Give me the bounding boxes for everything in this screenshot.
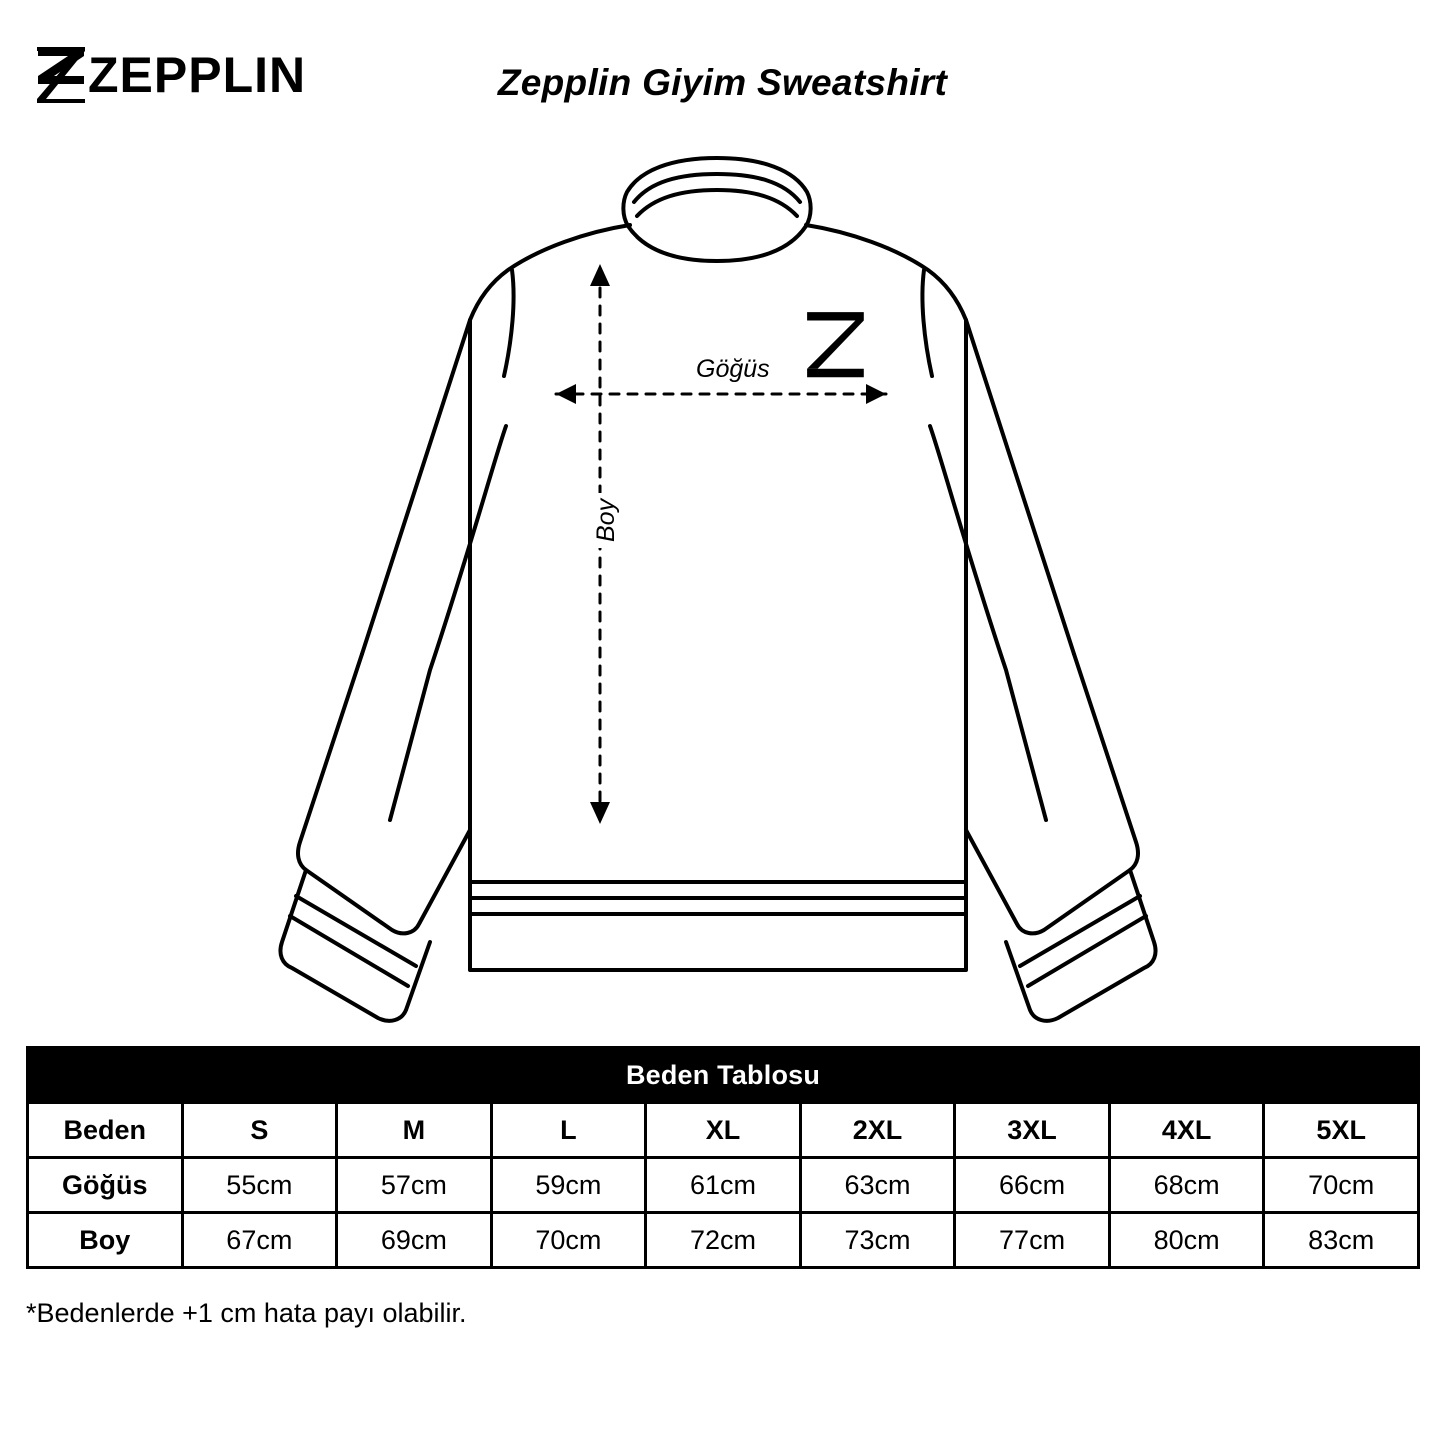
length-value-m: 69cm (337, 1213, 492, 1268)
length-value-l: 70cm (491, 1213, 646, 1268)
footnote: *Bedenlerde +1 cm hata payı olabilir. (26, 1298, 467, 1328)
chest-value-xl: 61cm (646, 1158, 801, 1213)
table-col-header-xl: XL (646, 1103, 801, 1158)
size-table-container (26, 1046, 1420, 1269)
table-row (28, 1213, 1419, 1268)
length-value-4xl: 80cm (1109, 1213, 1264, 1268)
table-title-row (28, 1048, 1419, 1103)
table-row (28, 1158, 1419, 1213)
table-row-header-label: Beden (28, 1103, 183, 1158)
chest-dimension-label: Göğüs (690, 355, 776, 384)
length-value-xl: 72cm (646, 1213, 801, 1268)
sweatshirt-drawing-svg (0, 130, 1445, 1040)
brand-logo-text: ZEPPLIN (88, 47, 307, 103)
table-row-label-length: Boy (28, 1213, 183, 1268)
page-title (0, 62, 1445, 104)
garment-illustration (0, 130, 1445, 1040)
table-col-header-3xl: 3XL (955, 1103, 1110, 1158)
table-row-label-chest: Göğüs (28, 1158, 183, 1213)
table-title: Beden Tablosu (28, 1048, 1419, 1103)
title-bold: Sweatshirt (757, 62, 948, 103)
table-col-header-l: L (491, 1103, 646, 1158)
table-col-header-m: M (337, 1103, 492, 1158)
chest-value-3xl: 66cm (955, 1158, 1110, 1213)
table-col-header-2xl: 2XL (800, 1103, 955, 1158)
length-value-5xl: 83cm (1264, 1213, 1419, 1268)
table-col-header-s: S (182, 1103, 337, 1158)
table-col-header-4xl: 4XL (1109, 1103, 1264, 1158)
length-value-3xl: 77cm (955, 1213, 1110, 1268)
table-header-row (28, 1103, 1419, 1158)
chest-value-m: 57cm (337, 1158, 492, 1213)
chest-value-4xl: 68cm (1109, 1158, 1264, 1213)
length-dimension-label: Boy (592, 493, 621, 548)
size-table (26, 1046, 1420, 1269)
length-value-2xl: 73cm (800, 1213, 955, 1268)
table-col-header-5xl: 5XL (1264, 1103, 1419, 1158)
length-value-s: 67cm (182, 1213, 337, 1268)
chest-value-5xl: 70cm (1264, 1158, 1419, 1213)
chest-value-2xl: 63cm (800, 1158, 955, 1213)
header (0, 0, 1445, 140)
title-regular: Zepplin Giyim (497, 62, 757, 103)
chest-value-l: 59cm (491, 1158, 646, 1213)
chest-value-s: 55cm (182, 1158, 337, 1213)
